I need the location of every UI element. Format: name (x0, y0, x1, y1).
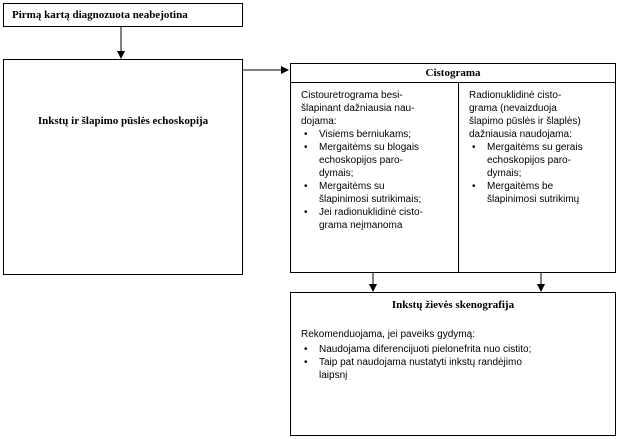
list-item: • Mergaitėms su gerais echoskopijos paro- dymais; (469, 141, 615, 180)
cistograma-box (290, 63, 616, 273)
cistograma-divider (458, 82, 459, 272)
top-diagnosis-label: Pirmą kartą diagnozuota neabejotina (12, 9, 188, 21)
echoskopija-box (3, 59, 243, 275)
top-diagnosis-box (3, 3, 243, 27)
list-item: • Mergaitėms su blogais echoskopijos paro- dymais; (301, 141, 456, 180)
list-item: • Mergaitėms be šlapinimosi sutrikimų (469, 180, 615, 206)
radionuklidine-list (469, 141, 615, 206)
cistograma-title-row (291, 64, 615, 83)
list-item: • Taip pat naudojama nustatyti inkstų randėjimo laipsnį (301, 356, 611, 382)
echoskopija-label: Inkstų ir šlapimo pūslės echoskopija (37, 115, 209, 127)
skenografija-list (301, 343, 611, 382)
cistouretrograma-column (301, 89, 456, 232)
list-item: • Visiems berniukams; (301, 128, 456, 141)
list-item: • Mergaitėms su šlapinimosi sutrikimais; (301, 180, 456, 206)
skenografija-title: Inkstų žievės skenografija (391, 299, 515, 311)
list-item: • Naudojama diferencijuoti pielonefrita nuo cistito; (301, 343, 611, 356)
radionuklidine-intro: Radionuklidinė cisto- grama (nevaizduoja šlapimo pūslės ir šlaplės) dažniausia naudojama: (469, 90, 581, 140)
skenografija-box (290, 292, 616, 436)
radionuklidine-column (469, 89, 615, 206)
cistograma-title: Cistograma (425, 67, 481, 79)
cistouretrograma-intro: Cistouretrograma besi- šlapinant dažniausia nau- dojama: (301, 90, 415, 127)
skenografija-intro: Rekomenduojama, jei paveiks gydymą: (301, 329, 475, 340)
cistouretrograma-list (301, 128, 456, 232)
list-item: • Jei radionuklidinė cisto- grama neįmanoma (301, 206, 456, 232)
